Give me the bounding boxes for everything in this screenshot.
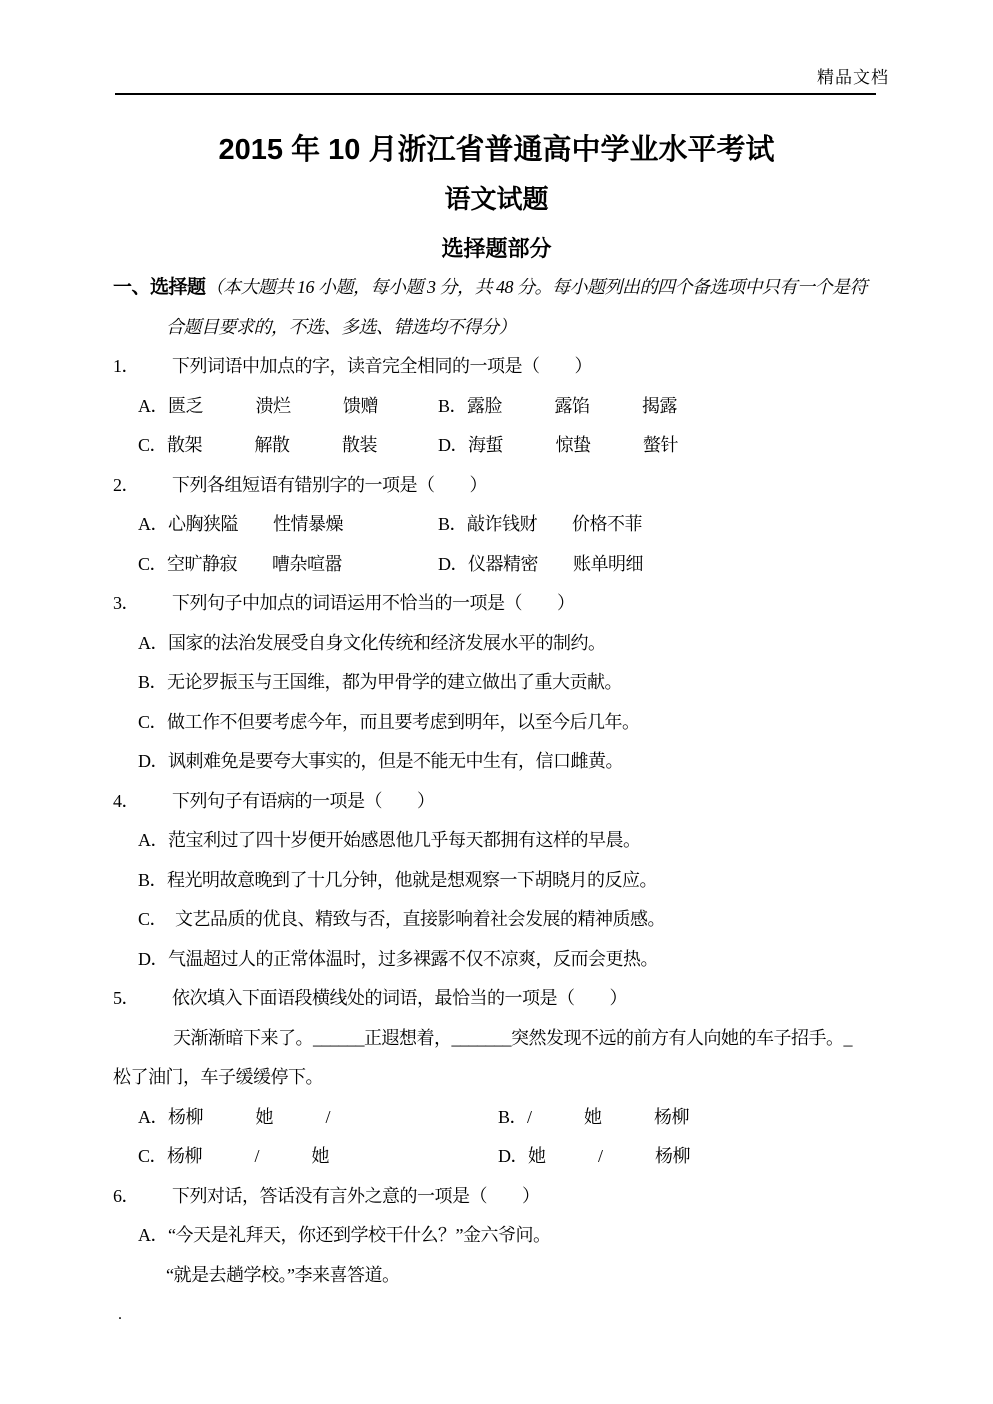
question-3-number: 3． [113,593,139,613]
doc-title: 2015 年 10 月浙江省普通高中学业水平考试 [218,134,775,166]
option-5c: C．杨柳 / 她 [138,1146,330,1166]
question-1-stem: 下列词语中加点的字，读音完全相同的一项是（ ） [172,356,592,376]
question-5-passage-line-2: 松了油门，车子缓缓停下。 [113,1067,323,1087]
question-5-stem: 依次填入下面语段横线处的词语，最恰当的一项是（ ） [172,988,627,1008]
question-5-stem-line [113,979,903,1019]
question-4-number: 4． [113,790,139,811]
option-3d: D．讽刺难免是要夸大事实的，但是不能无中生有，信口雌黄。 [138,751,623,771]
option-1b: B．露脸 露馅 揭露 [438,395,678,416]
option-4d: D．气温超过人的正常体温时，过多裸露不仅不凉爽，反而会更热。 [138,948,658,969]
question-1-stem-line [113,347,903,387]
option-5b: B．/ 她 杨柳 [498,1106,690,1127]
option-5d: D．她 / 杨柳 [498,1146,690,1166]
question-1-options-row-1 [113,387,903,427]
question-5 [113,979,903,1177]
question-3-stem-line [113,584,903,624]
doc-subtitle: 语文试题 [444,184,549,214]
question-2-options-row-2 [113,545,903,585]
header-rule [115,93,876,95]
option-1a: A．匮乏 溃烂 馈赠 [138,395,378,416]
question-3 [113,584,903,782]
question-1-options-row-2 [113,426,903,466]
section-heading: 选择题部分 [441,236,552,261]
question-5-options-row-1 [113,1098,903,1138]
option-4b: B．程光明故意晚到了十几分钟，他就是想观察一下胡晓月的反应。 [138,869,658,890]
question-4-stem-line [113,782,903,822]
question-4 [113,782,903,980]
option-5a: A．杨柳 她 / [138,1106,330,1127]
option-2d: D．仪器精密 账单明细 [438,553,643,574]
question-5-options-row-2 [113,1137,903,1177]
option-2b: B．敲诈钱财 价格不菲 [438,514,643,534]
option-1c: C．散架 解散 散装 [138,435,378,455]
stray-period-mark: . [118,1306,122,1323]
question-2-stem-line [113,466,903,506]
question-2-number: 2． [113,474,139,495]
option-3b: B．无论罗振玉与王国维，都为甲骨学的建立做出了重大贡献。 [138,672,623,692]
option-6a-dialog-line-2: “就是去趟学校。”李来喜答道。 [166,1264,400,1285]
option-2c: C．空旷静寂 嘈杂喧嚣 [138,553,343,574]
header-watermark: 精品文档 [817,68,889,87]
question-2-stem: 下列各组短语有错别字的一项是（ ） [172,474,487,495]
question-6-number: 6． [113,1185,139,1206]
question-6-stem-line [113,1177,903,1217]
question-4-stem: 下列句子有语病的一项是（ ） [172,790,435,811]
instruction-line-2: 合题目要求的，不选、多选、错选均不得分） [166,316,516,337]
question-1 [113,347,903,466]
instruction-paren-1: （本大题共 16 小题，每小题 3 分，共 48 分。每小题列出的四个备选项中只有一个是符 [205,277,868,297]
option-3c: C．做工作不但要考虑今年，而且要考虑到明年，以至今后几年。 [138,711,640,732]
question-3-stem: 下列句子中加点的词语运用不恰当的一项是（ ） [172,593,575,613]
option-4a: A．范宝利过了四十岁便开始感恩他几乎每天都拥有这样的早晨。 [138,830,641,850]
exam-body [0,268,993,1335]
option-1d: D．海蜇 惊蛰 螫针 [438,435,678,455]
option-6a-dialog-line-1: A．“今天是礼拜天，你还到学校干什么？”金六爷问。 [138,1225,551,1245]
question-1-number: 1． [113,356,139,376]
instruction-lead: 一、选择题 [113,277,206,298]
question-6-stem: 下列对话，答话没有言外之意的一项是（ ） [172,1185,540,1206]
question-5-number: 5． [113,988,139,1008]
question-2 [113,466,903,585]
option-4c: C． 文艺品质的优良、精致与否，直接影响着社会发展的精神质感。 [138,909,666,929]
option-2a: A．心胸狭隘 性情暴燥 [138,514,343,534]
instruction-line-1 [113,268,903,308]
question-6 [113,1177,903,1296]
question-5-passage-line-1: 天渐渐暗下来了。______正遐想着，_______突然发现不远的前方有人向她的车子招手。_ [173,1027,852,1048]
question-2-options-row-1 [113,505,903,545]
option-3a: A．国家的法治发展受自身文化传统和经济发展水平的制约。 [138,632,606,653]
